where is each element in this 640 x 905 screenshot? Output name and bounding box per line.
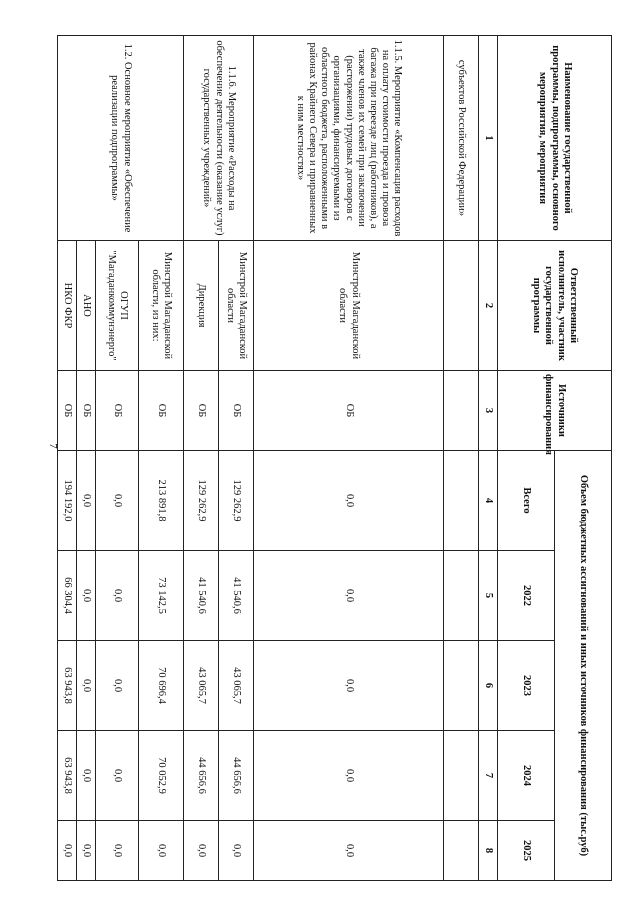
table-row — [219, 36, 254, 881]
cell-executor: Минстрой Магаданской области — [219, 241, 254, 371]
cell-executor: Дирекция — [184, 241, 219, 371]
index-cell: 5 — [479, 551, 498, 641]
cell-source: ОБ — [139, 371, 184, 451]
cell-2024: 63 943,8 — [58, 731, 77, 821]
rotated-table-wrapper — [62, 35, 612, 880]
cell-name: 1.2. Основное мероприятие «Обеспечение реализации подпрограммы» — [58, 36, 184, 241]
header-2025: 2025 — [498, 821, 555, 881]
header-name: Наименование государственной программы, подпрограммы, основного мероприятия, мероприятия — [498, 36, 612, 241]
cell-2023 — [444, 641, 479, 731]
cell-2024: 0,0 — [96, 731, 139, 821]
index-cell: 4 — [479, 451, 498, 551]
cell-2024: 0,0 — [77, 731, 96, 821]
cell-2022: 73 142,5 — [139, 551, 184, 641]
cell-executor: Минстрой Магаданской области, из них: — [139, 241, 184, 371]
cell-total: 0,0 — [96, 451, 139, 551]
header-row-1 — [555, 36, 612, 881]
header-2023: 2023 — [498, 641, 555, 731]
cell-2022 — [444, 551, 479, 641]
cell-2022: 41 540,6 — [219, 551, 254, 641]
cell-2024: 0,0 — [254, 731, 444, 821]
cell-2023: 0,0 — [77, 641, 96, 731]
cell-total: 194 192,0 — [58, 451, 77, 551]
cell-total — [444, 451, 479, 551]
cell-executor: АНО — [77, 241, 96, 371]
index-cell: 2 — [479, 241, 498, 371]
index-cell: 3 — [479, 371, 498, 451]
table-row — [444, 36, 479, 881]
budget-table — [57, 35, 612, 881]
document-sheet — [62, 35, 612, 880]
cell-2025 — [444, 821, 479, 881]
cell-source — [444, 371, 479, 451]
cell-2024: 70 052,9 — [139, 731, 184, 821]
index-cell: 6 — [479, 641, 498, 731]
cell-name: 1.1.6. Мероприятие «Расходы на обеспечение деятельности (оказание услуг) государственных учреждений» — [184, 36, 254, 241]
cell-source: ОБ — [184, 371, 219, 451]
cell-2022: 0,0 — [77, 551, 96, 641]
cell-2025: 0,0 — [77, 821, 96, 881]
index-cell: 1 — [479, 36, 498, 241]
cell-executor: Минстрой Магаданской области — [254, 241, 444, 371]
cell-2025: 0,0 — [254, 821, 444, 881]
cell-2022: 0,0 — [96, 551, 139, 641]
header-2022: 2022 — [498, 551, 555, 641]
cell-2025: 0,0 — [58, 821, 77, 881]
cell-2024 — [444, 731, 479, 821]
header-2024: 2024 — [498, 731, 555, 821]
cell-2023: 63 943,8 — [58, 641, 77, 731]
cell-2022: 0,0 — [254, 551, 444, 641]
cell-name: 1.1.5. Мероприятие «Компенсация расходов на оплату стоимости проезда и провоза багажа при переезде лиц (работников), а также членов их семей при заключении (расторжении) трудовых договоров с организациями, финансируемыми из областного бюджета, расположенными в районах Крайнего Севера и приравненных к ним местностях» — [254, 36, 444, 241]
cell-source: ОБ — [96, 371, 139, 451]
index-row — [479, 36, 498, 881]
cell-2024: 44 656,6 — [184, 731, 219, 821]
table-row — [139, 36, 184, 881]
cell-total: 129 262,9 — [219, 451, 254, 551]
cell-source: ОБ — [219, 371, 254, 451]
cell-source: ОБ — [58, 371, 77, 451]
cell-total: 213 891,8 — [139, 451, 184, 551]
index-cell: 8 — [479, 821, 498, 881]
cell-2022: 41 540,6 — [184, 551, 219, 641]
cell-2025: 0,0 — [96, 821, 139, 881]
cell-2025: 0,0 — [219, 821, 254, 881]
cell-2023: 43 065,7 — [184, 641, 219, 731]
cell-2024: 44 656,6 — [219, 731, 254, 821]
page-number: 7 — [46, 443, 59, 449]
cell-source: ОБ — [254, 371, 444, 451]
table-row — [254, 36, 444, 881]
cell-2023: 43 065,7 — [219, 641, 254, 731]
header-total: Всего — [498, 451, 555, 551]
cell-2025: 0,0 — [184, 821, 219, 881]
cell-total: 0,0 — [254, 451, 444, 551]
cell-2023: 0,0 — [96, 641, 139, 731]
header-source: Источники финансирования — [498, 371, 612, 451]
cell-name: субъектов Российской Федерации» — [444, 36, 479, 241]
cell-executor: НКО ФКР — [58, 241, 77, 371]
header-executor: Ответственный исполнитель, участник государственной программы — [498, 241, 612, 371]
cell-total: 129 262,9 — [184, 451, 219, 551]
cell-source: ОБ — [77, 371, 96, 451]
cell-2023: 0,0 — [254, 641, 444, 731]
cell-executor — [444, 241, 479, 371]
cell-2022: 66 304,4 — [58, 551, 77, 641]
cell-2025: 0,0 — [139, 821, 184, 881]
cell-total: 0,0 — [77, 451, 96, 551]
index-cell: 7 — [479, 731, 498, 821]
header-volume: Объем бюджетных ассигнований и иных источников финансирования (тыс.руб) — [555, 451, 612, 881]
cell-2023: 70 696,4 — [139, 641, 184, 731]
cell-executor: ОГУП "Магаданкоммунэнерго" — [96, 241, 139, 371]
